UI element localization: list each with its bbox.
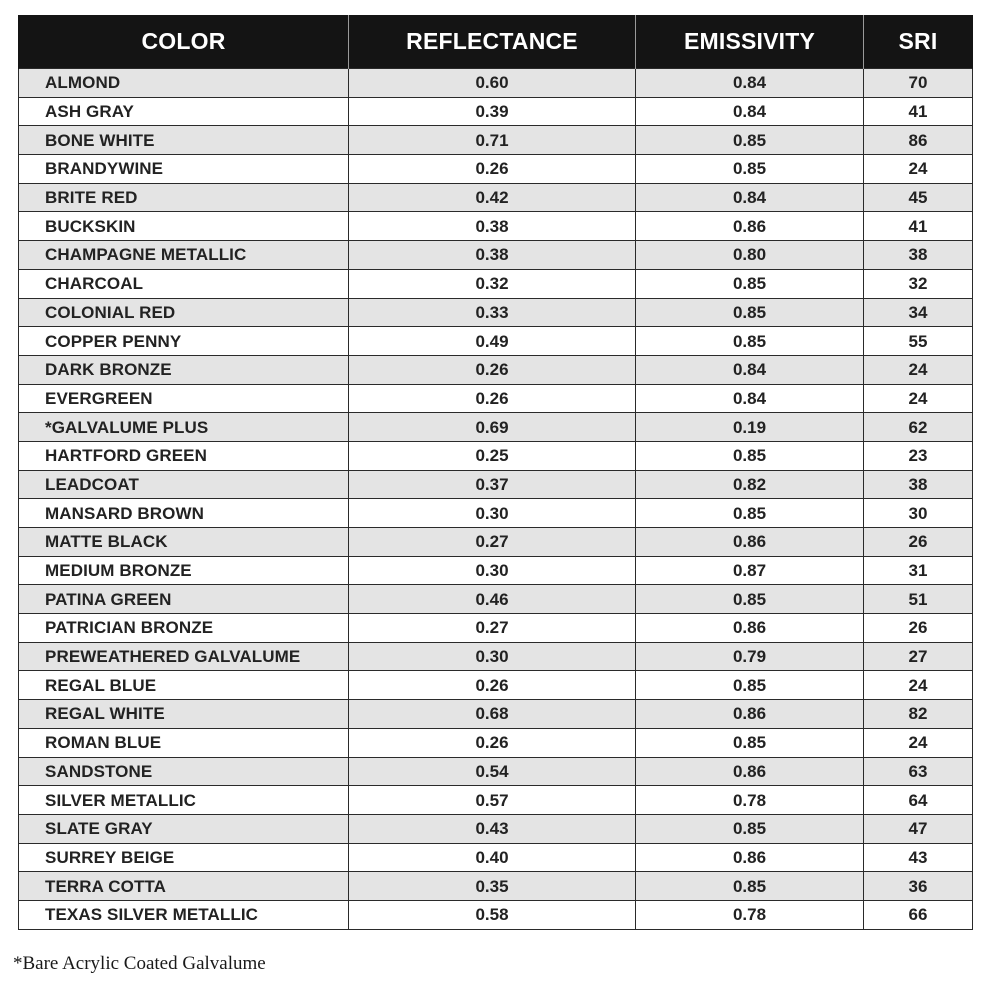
emissivity-cell: 0.85 <box>636 126 864 155</box>
reflectance-cell: 0.38 <box>349 241 636 270</box>
reflectance-cell: 0.26 <box>349 384 636 413</box>
footnote: *Bare Acrylic Coated Galvalume <box>13 953 266 974</box>
table-row <box>19 183 973 212</box>
color-name-cell: COLONIAL RED <box>19 298 349 327</box>
emissivity-cell: 0.82 <box>636 470 864 499</box>
color-name-cell: BONE WHITE <box>19 126 349 155</box>
color-name-cell: TEXAS SILVER METALLIC <box>19 900 349 929</box>
emissivity-cell: 0.85 <box>636 298 864 327</box>
table-row <box>19 327 973 356</box>
sri-cell: 38 <box>864 470 973 499</box>
sri-cell: 70 <box>864 69 973 98</box>
emissivity-cell: 0.86 <box>636 757 864 786</box>
color-name-cell: PATINA GREEN <box>19 585 349 614</box>
reflectance-cell: 0.49 <box>349 327 636 356</box>
emissivity-cell: 0.78 <box>636 900 864 929</box>
reflectance-cell: 0.35 <box>349 872 636 901</box>
sri-cell: 38 <box>864 241 973 270</box>
color-name-cell: EVERGREEN <box>19 384 349 413</box>
reflectance-cell: 0.27 <box>349 528 636 557</box>
table-row <box>19 126 973 155</box>
emissivity-cell: 0.84 <box>636 97 864 126</box>
sri-cell: 23 <box>864 441 973 470</box>
header-emissivity: EMISSIVITY <box>636 15 864 69</box>
color-name-cell: MANSARD BROWN <box>19 499 349 528</box>
sri-cell: 86 <box>864 126 973 155</box>
color-name-cell: SLATE GRAY <box>19 814 349 843</box>
table-row <box>19 843 973 872</box>
emissivity-cell: 0.86 <box>636 614 864 643</box>
color-name-cell: HARTFORD GREEN <box>19 441 349 470</box>
sri-cell: 82 <box>864 700 973 729</box>
table-row <box>19 757 973 786</box>
sri-cell: 24 <box>864 384 973 413</box>
color-name-cell: CHAMPAGNE METALLIC <box>19 241 349 270</box>
color-name-cell: PREWEATHERED GALVALUME <box>19 642 349 671</box>
header-color: COLOR <box>19 15 349 69</box>
emissivity-cell: 0.85 <box>636 872 864 901</box>
table-row <box>19 441 973 470</box>
sri-cell: 55 <box>864 327 973 356</box>
reflectance-cell: 0.33 <box>349 298 636 327</box>
sri-cell: 36 <box>864 872 973 901</box>
sri-cell: 30 <box>864 499 973 528</box>
emissivity-cell: 0.86 <box>636 843 864 872</box>
emissivity-cell: 0.85 <box>636 814 864 843</box>
color-name-cell: COPPER PENNY <box>19 327 349 356</box>
reflectance-cell: 0.57 <box>349 786 636 815</box>
table-row <box>19 241 973 270</box>
table-row <box>19 786 973 815</box>
sri-cell: 24 <box>864 671 973 700</box>
emissivity-cell: 0.84 <box>636 355 864 384</box>
color-name-cell: LEADCOAT <box>19 470 349 499</box>
table-row <box>19 872 973 901</box>
sri-cell: 32 <box>864 269 973 298</box>
emissivity-cell: 0.85 <box>636 155 864 184</box>
emissivity-cell: 0.84 <box>636 69 864 98</box>
color-name-cell: BUCKSKIN <box>19 212 349 241</box>
reflectance-cell: 0.60 <box>349 69 636 98</box>
table-row <box>19 355 973 384</box>
table-row <box>19 700 973 729</box>
sri-cell: 66 <box>864 900 973 929</box>
reflectance-cell: 0.32 <box>349 269 636 298</box>
reflectance-cell: 0.39 <box>349 97 636 126</box>
color-name-cell: REGAL BLUE <box>19 671 349 700</box>
sri-cell: 27 <box>864 642 973 671</box>
table-row <box>19 155 973 184</box>
color-name-cell: SILVER METALLIC <box>19 786 349 815</box>
sri-cell: 26 <box>864 614 973 643</box>
reflectance-cell: 0.38 <box>349 212 636 241</box>
reflectance-cell: 0.68 <box>349 700 636 729</box>
table-row <box>19 528 973 557</box>
sri-cell: 24 <box>864 728 973 757</box>
color-name-cell: SANDSTONE <box>19 757 349 786</box>
table-row <box>19 900 973 929</box>
emissivity-cell: 0.84 <box>636 183 864 212</box>
emissivity-cell: 0.79 <box>636 642 864 671</box>
table-row <box>19 556 973 585</box>
reflectance-cell: 0.43 <box>349 814 636 843</box>
sri-cell: 31 <box>864 556 973 585</box>
table-row <box>19 585 973 614</box>
header-sri: SRI <box>864 15 973 69</box>
emissivity-cell: 0.85 <box>636 269 864 298</box>
table-row <box>19 814 973 843</box>
table-row <box>19 642 973 671</box>
emissivity-cell: 0.78 <box>636 786 864 815</box>
sri-cell: 45 <box>864 183 973 212</box>
reflectance-cell: 0.30 <box>349 556 636 585</box>
reflectance-cell: 0.40 <box>349 843 636 872</box>
table-row <box>19 298 973 327</box>
emissivity-cell: 0.80 <box>636 241 864 270</box>
table-row <box>19 97 973 126</box>
color-name-cell: *GALVALUME PLUS <box>19 413 349 442</box>
emissivity-cell: 0.84 <box>636 384 864 413</box>
emissivity-cell: 0.86 <box>636 700 864 729</box>
color-name-cell: ROMAN BLUE <box>19 728 349 757</box>
color-name-cell: CHARCOAL <box>19 269 349 298</box>
table-row <box>19 499 973 528</box>
reflectance-cell: 0.27 <box>349 614 636 643</box>
table-row <box>19 614 973 643</box>
header-reflectance: REFLECTANCE <box>349 15 636 69</box>
sri-cell: 64 <box>864 786 973 815</box>
color-name-cell: DARK BRONZE <box>19 355 349 384</box>
table-row <box>19 413 973 442</box>
table-row <box>19 671 973 700</box>
color-spec-sheet <box>18 15 972 930</box>
reflectance-cell: 0.46 <box>349 585 636 614</box>
table-body <box>19 69 973 930</box>
sri-cell: 51 <box>864 585 973 614</box>
sri-cell: 41 <box>864 97 973 126</box>
sri-cell: 62 <box>864 413 973 442</box>
emissivity-cell: 0.85 <box>636 585 864 614</box>
color-name-cell: BRANDYWINE <box>19 155 349 184</box>
emissivity-cell: 0.87 <box>636 556 864 585</box>
color-name-cell: REGAL WHITE <box>19 700 349 729</box>
sri-cell: 24 <box>864 155 973 184</box>
color-name-cell: MEDIUM BRONZE <box>19 556 349 585</box>
sri-cell: 41 <box>864 212 973 241</box>
sri-cell: 63 <box>864 757 973 786</box>
reflectance-cell: 0.26 <box>349 155 636 184</box>
table-header <box>19 15 973 69</box>
color-name-cell: PATRICIAN BRONZE <box>19 614 349 643</box>
color-name-cell: ALMOND <box>19 69 349 98</box>
emissivity-cell: 0.86 <box>636 528 864 557</box>
sri-cell: 24 <box>864 355 973 384</box>
sri-cell: 47 <box>864 814 973 843</box>
reflectance-cell: 0.54 <box>349 757 636 786</box>
sri-cell: 43 <box>864 843 973 872</box>
reflectance-cell: 0.58 <box>349 900 636 929</box>
table-row <box>19 269 973 298</box>
sri-cell: 34 <box>864 298 973 327</box>
color-name-cell: TERRA COTTA <box>19 872 349 901</box>
color-name-cell: MATTE BLACK <box>19 528 349 557</box>
emissivity-cell: 0.85 <box>636 499 864 528</box>
emissivity-cell: 0.19 <box>636 413 864 442</box>
table-row <box>19 69 973 98</box>
emissivity-cell: 0.85 <box>636 441 864 470</box>
emissivity-cell: 0.86 <box>636 212 864 241</box>
reflectance-cell: 0.25 <box>349 441 636 470</box>
reflectance-cell: 0.26 <box>349 728 636 757</box>
table-row <box>19 470 973 499</box>
emissivity-cell: 0.85 <box>636 728 864 757</box>
header-row <box>19 15 973 69</box>
color-name-cell: BRITE RED <box>19 183 349 212</box>
table-row <box>19 728 973 757</box>
color-properties-table <box>18 15 973 930</box>
table-row <box>19 384 973 413</box>
reflectance-cell: 0.30 <box>349 499 636 528</box>
reflectance-cell: 0.30 <box>349 642 636 671</box>
sri-cell: 26 <box>864 528 973 557</box>
color-name-cell: SURREY BEIGE <box>19 843 349 872</box>
color-name-cell: ASH GRAY <box>19 97 349 126</box>
reflectance-cell: 0.69 <box>349 413 636 442</box>
reflectance-cell: 0.26 <box>349 355 636 384</box>
reflectance-cell: 0.42 <box>349 183 636 212</box>
reflectance-cell: 0.37 <box>349 470 636 499</box>
reflectance-cell: 0.71 <box>349 126 636 155</box>
table-row <box>19 212 973 241</box>
reflectance-cell: 0.26 <box>349 671 636 700</box>
emissivity-cell: 0.85 <box>636 671 864 700</box>
emissivity-cell: 0.85 <box>636 327 864 356</box>
